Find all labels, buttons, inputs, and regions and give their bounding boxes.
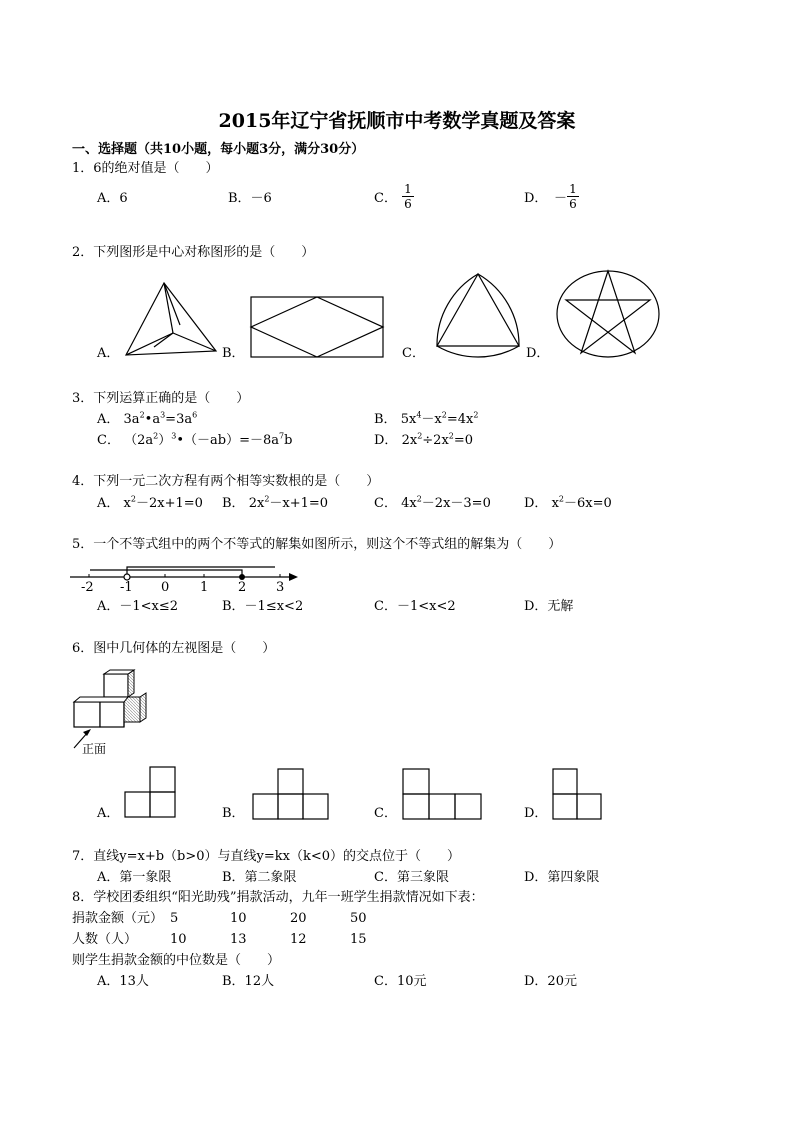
q8-row1-cell: 50 (350, 911, 367, 926)
page-title: 2015年辽宁省抚顺市中考数学真题及答案 (218, 110, 576, 132)
q7-option-c[interactable]: C．第三象限 (374, 870, 449, 885)
q5-tick-label: -1 (120, 580, 133, 595)
q8-row2-label: 人数（人） (72, 932, 138, 947)
q1-option-c[interactable]: C． (374, 191, 397, 206)
q8-option-d[interactable]: D．20元 (524, 974, 577, 989)
q6-option-d[interactable]: D． (524, 806, 548, 821)
q1-option-d[interactable]: D． (524, 191, 548, 206)
q5-tick-label: -2 (81, 580, 94, 595)
q5-tick-label: 2 (238, 580, 247, 595)
q5-option-a[interactable]: A．－1<x≤2 (97, 599, 179, 614)
q4-stem: 4．下列一元二次方程有两个相等实数根的是（ ） (72, 474, 380, 489)
q8-stem: 8．学校团委组织“阳光助残”捐款活动，九年一班学生捐款情况如下表： (72, 890, 484, 905)
section-heading: 一、选择题（共10小题，每小题3分，满分30分） (72, 142, 365, 157)
q5-stem: 5．一个不等式组中的两个不等式的解集如图所示，则这个不等式组的解集为（ ） (72, 537, 562, 552)
q2-option-c[interactable]: C． (402, 346, 425, 361)
q7-option-b[interactable]: B．第二象限 (222, 870, 297, 885)
q8-option-a[interactable]: A．13人 (97, 974, 149, 989)
q6-option-b-view (252, 768, 332, 820)
q6-option-c[interactable]: C． (374, 806, 397, 821)
q1-option-d-sign: － (554, 191, 568, 206)
q4-option-d[interactable]: D． $x^2-6x=0$ (524, 494, 612, 511)
q6-option-a[interactable]: A． (97, 806, 120, 821)
q8-row2-cell: 13 (230, 932, 247, 947)
q6-stem: 6．图中几何体的左视图是（ ） (72, 641, 276, 656)
q2-figure-c-reuleaux-triangle (429, 270, 527, 362)
q2-option-b[interactable]: B． (222, 346, 245, 361)
q3-option-a[interactable]: A． $3a^2•a^3=3a^6$ (97, 410, 198, 427)
q5-option-b[interactable]: B．－1≤x<2 (222, 599, 304, 614)
q6-option-a-view (124, 766, 180, 820)
q2-stem: 2．下列图形是中心对称图形的是（ ） (72, 245, 315, 260)
q4-option-b[interactable]: B． $2x^2-x+1=0$ (222, 494, 329, 511)
q1-stem: 1．6的绝对值是（ ） (72, 161, 219, 176)
q1-option-a[interactable]: A．6 (97, 191, 128, 206)
q2-figure-b-rectangle-rhombus (250, 296, 384, 358)
q2-figure-a-triangle (120, 275, 225, 360)
q6-front-label: 正面 (82, 742, 107, 756)
q3-option-c[interactable]: C． $(2a^2)^3•(-ab)=-8a^7b$ (97, 431, 293, 448)
q6-option-d-view (552, 768, 606, 820)
q2-figure-d-star-in-circle (555, 267, 661, 361)
q5-number-line (70, 562, 300, 598)
q3-option-d[interactable]: D． $2x^2\div 2x^2=0$ (374, 431, 474, 448)
q1-option-b[interactable]: B．－6 (228, 191, 272, 206)
q8-row1-label: 捐款金额（元） (72, 911, 164, 926)
q5-option-d[interactable]: D．无解 (524, 599, 574, 614)
q6-option-b[interactable]: B． (222, 806, 245, 821)
q8-option-c[interactable]: C．10元 (374, 974, 427, 989)
q7-option-a[interactable]: A．第一象限 (97, 870, 172, 885)
q4-option-c[interactable]: C． $4x^2-2x-3=0$ (374, 494, 491, 511)
q1-option-d-fraction: 1 6 (567, 183, 579, 210)
q8-row2-cell: 10 (170, 932, 187, 947)
q8-question: 则学生捐款金额的中位数是（ ） (72, 953, 281, 968)
q8-row1-cell: 20 (290, 911, 307, 926)
q6-option-c-view (402, 768, 484, 820)
q1-option-c-fraction: 1 6 (402, 183, 414, 210)
q5-tick-label: 0 (161, 580, 170, 595)
q3-stem: 3．下列运算正确的是（ ） (72, 391, 250, 406)
q4-option-a[interactable]: A． $x^2-2x+1=0$ (97, 494, 203, 511)
q5-tick-label: 3 (276, 580, 285, 595)
q8-option-b[interactable]: B．12人 (222, 974, 275, 989)
q3-option-b[interactable]: B． $5x^4-x^2=4x^2$ (374, 410, 479, 427)
q5-option-c[interactable]: C．－1<x<2 (374, 599, 456, 614)
q8-row2-cell: 12 (290, 932, 307, 947)
q2-option-a[interactable]: A． (97, 346, 120, 361)
q7-option-d[interactable]: D．第四象限 (524, 870, 600, 885)
q2-option-d[interactable]: D． (526, 346, 550, 361)
q8-row2-cell: 15 (350, 932, 367, 947)
q7-stem: 7．直线y=x+b（b>0）与直线y=kx（k<0）的交点位于（ ） (72, 849, 461, 864)
q8-row1-cell: 5 (170, 911, 179, 926)
q8-row1-cell: 10 (230, 911, 247, 926)
q5-tick-label: 1 (200, 580, 209, 595)
